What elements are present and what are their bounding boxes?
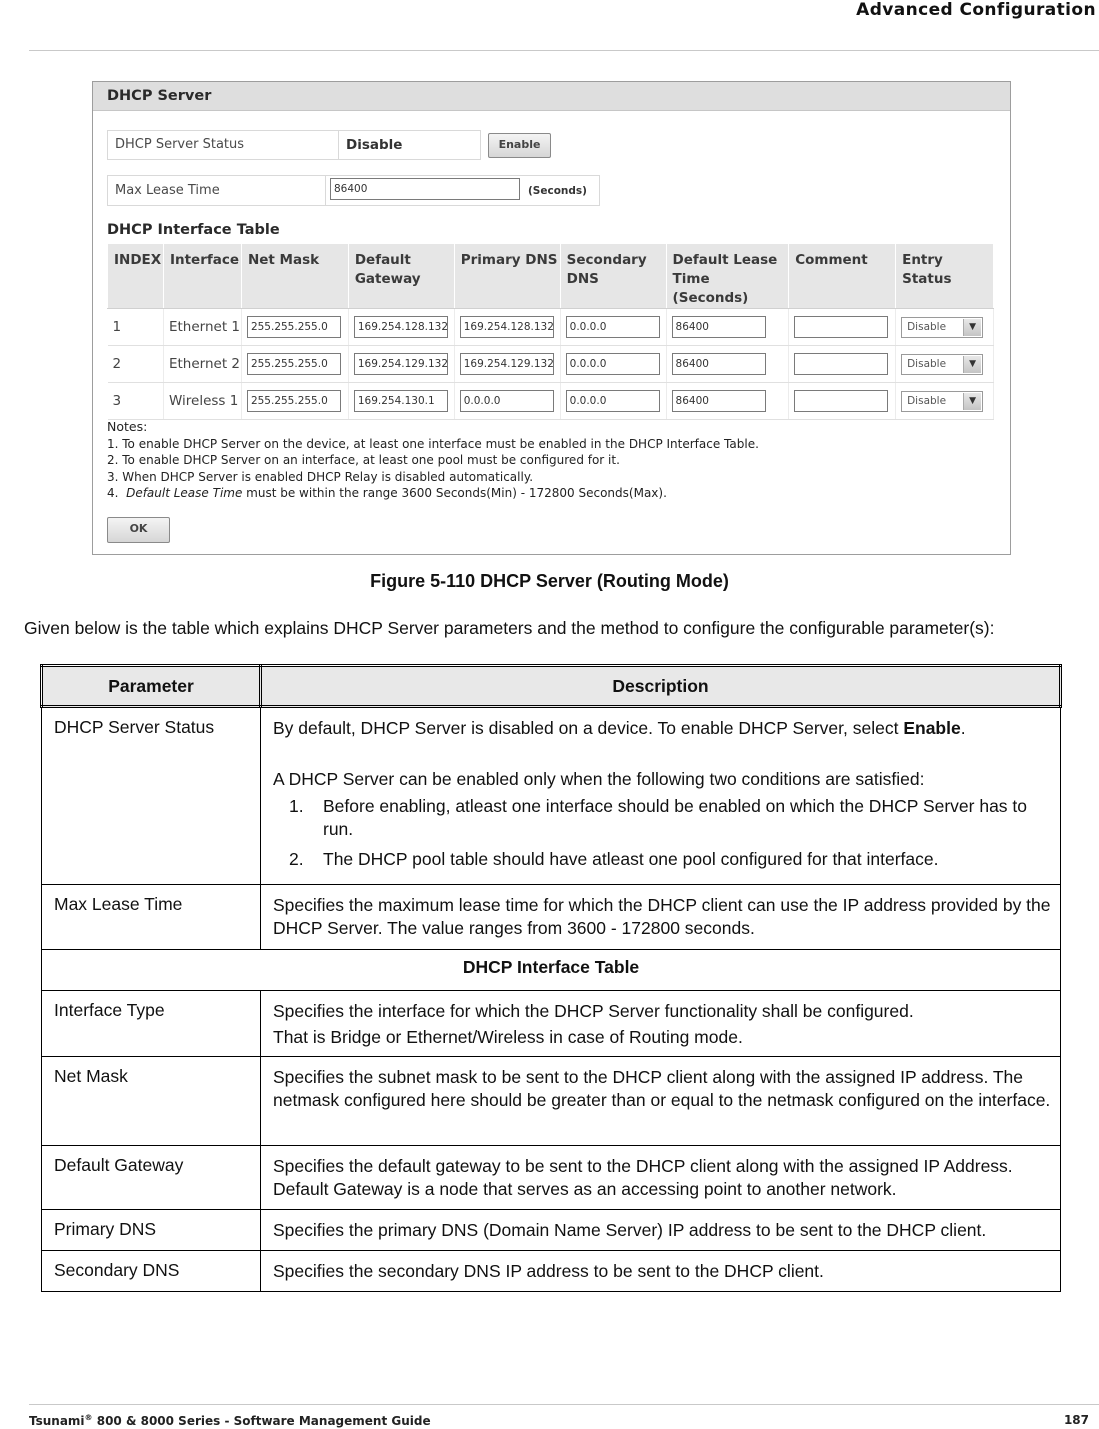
footer-title: [29, 1413, 431, 1428]
col-lease-time: Default Lease Time (Seconds): [666, 244, 789, 309]
param-name: Max Lease Time: [42, 885, 261, 950]
intro-text: Given below is the table which explains DHCP Server parameters and the method to configure the configurable parameter(s):: [24, 618, 995, 638]
notes: [107, 419, 759, 502]
desc-text: That is Bridge or Ethernet/Wireless in case of Routing mode.: [273, 1027, 743, 1047]
primary-dns-input[interactable]: 169.254.129.132: [460, 353, 554, 375]
lease-time-input[interactable]: 86400: [672, 353, 766, 375]
param-description: Specifies the secondary DNS IP address to be sent to the DHCP client.: [261, 1251, 1061, 1292]
footer-guide-name: 800 & 8000 Series - Software Management Guide: [92, 1414, 431, 1428]
chevron-down-icon: ▼: [963, 319, 981, 336]
param-name: Secondary DNS: [42, 1251, 261, 1292]
note-2: 2. To enable DHCP Server on an interface, at least one pool must be configured for it.: [107, 453, 620, 467]
param-name: Default Gateway: [42, 1146, 261, 1210]
conditions-list: [273, 795, 1052, 871]
page-number: 187: [1063, 1413, 1089, 1427]
entry-status-value: Disable: [907, 394, 947, 407]
col-net-mask: Net Mask: [241, 244, 348, 309]
desc-text: .: [960, 718, 966, 738]
desc-text: A DHCP Server can be enabled only when the following two conditions are satisfied:: [273, 769, 925, 789]
primary-dns-input[interactable]: 169.254.128.132: [460, 316, 554, 338]
ok-button[interactable]: OK: [107, 517, 170, 543]
note-3: 3. When DHCP Server is enabled DHCP Relay is disabled automatically.: [107, 469, 534, 484]
note-4-rest: must be within the range 3600 Seconds(Min) - 172800 Seconds(Max).: [242, 486, 667, 500]
net-mask-input[interactable]: 255.255.255.0: [247, 353, 341, 375]
row-index: 3: [108, 383, 164, 420]
list-item: [273, 848, 1052, 871]
row-interface: Ethernet 1: [163, 309, 241, 346]
gateway-input[interactable]: 169.254.128.132: [354, 316, 448, 338]
table-row: [42, 1146, 1061, 1210]
status-divider: [338, 130, 339, 160]
param-name: Primary DNS: [42, 1210, 261, 1251]
gateway-input[interactable]: 169.254.129.132: [354, 353, 448, 375]
gateway-input[interactable]: 169.254.130.1: [354, 390, 448, 412]
col-default-gateway: Default Gateway: [348, 244, 454, 309]
server-status-row: [107, 130, 481, 160]
header-title: Advanced Configuration: [856, 0, 1096, 20]
secondary-dns-input[interactable]: 0.0.0.0: [566, 353, 660, 375]
entry-status-select[interactable]: [901, 354, 983, 375]
net-mask-input[interactable]: 255.255.255.0: [247, 316, 341, 338]
col-interface: Interface: [163, 244, 241, 309]
list-num: 1.: [289, 796, 304, 816]
parameter-table-header: [42, 666, 1061, 707]
param-description: [261, 991, 1061, 1057]
entry-status-value: Disable: [907, 320, 947, 333]
section-title: DHCP Interface Table: [42, 950, 1061, 991]
table-row: [108, 309, 994, 346]
note-1: 1. To enable DHCP Server on the device, at least one interface must be enabled in the DHCP Interface Table.: [107, 436, 759, 451]
param-description: Specifies the subnet mask to be sent to the DHCP client along with the assigned IP address. The netmask configured here should be greater than or equal to the netmask configured on the interface.: [261, 1057, 1061, 1146]
notes-title: Notes:: [107, 419, 148, 434]
footer-brand: Tsunami: [29, 1414, 85, 1428]
list-num: 2.: [289, 849, 304, 869]
secondary-dns-input[interactable]: 0.0.0.0: [566, 390, 660, 412]
head-description: Description: [261, 666, 1061, 707]
note-4: [107, 485, 759, 502]
comment-input[interactable]: [794, 390, 888, 412]
net-mask-input[interactable]: 255.255.255.0: [247, 390, 341, 412]
note-4-prefix: 4.: [107, 486, 127, 500]
col-primary-dns: Primary DNS: [454, 244, 560, 309]
entry-status-select[interactable]: [901, 391, 983, 412]
desc-bold: Enable: [903, 718, 961, 738]
table-row: [42, 707, 1061, 885]
lease-time-input[interactable]: 86400: [672, 390, 766, 412]
table-row: [42, 991, 1061, 1057]
row-interface: Wireless 1: [163, 383, 241, 420]
server-status-label: DHCP Server Status: [115, 137, 245, 152]
comment-input[interactable]: [794, 353, 888, 375]
max-lease-unit: (Seconds): [528, 185, 587, 197]
server-status-value: Disable: [346, 137, 403, 153]
list-item: [273, 795, 1052, 841]
row-index: 1: [108, 309, 164, 346]
param-description: Specifies the primary DNS (Domain Name Server) IP address to be sent to the DHCP client.: [261, 1210, 1061, 1251]
param-description: Specifies the maximum lease time for which the DHCP client can use the IP address provided by the DHCP Server. The value ranges from 3600 - 172800 seconds.: [261, 885, 1061, 950]
chevron-down-icon: ▼: [963, 356, 981, 373]
table-row: [108, 383, 994, 420]
head-parameter: Parameter: [42, 666, 261, 707]
table-row: [42, 1210, 1061, 1251]
list-text: The DHCP pool table should have atleast one pool configured for that interface.: [323, 849, 939, 869]
secondary-dns-input[interactable]: 0.0.0.0: [566, 316, 660, 338]
comment-input[interactable]: [794, 316, 888, 338]
col-comment: Comment: [789, 244, 896, 309]
param-name: DHCP Server Status: [42, 707, 261, 885]
col-index: INDEX: [108, 244, 164, 309]
max-lease-input[interactable]: 86400: [330, 178, 520, 200]
lease-divider: [325, 175, 326, 206]
entry-status-value: Disable: [907, 357, 947, 370]
note-4-italic: Default Lease Time: [126, 486, 243, 500]
table-row: [108, 346, 994, 383]
interface-table: [107, 243, 994, 420]
row-interface: Ethernet 2: [163, 346, 241, 383]
interface-table-title: DHCP Interface Table: [107, 222, 280, 238]
param-name: Net Mask: [42, 1057, 261, 1146]
enable-button[interactable]: Enable: [488, 133, 551, 158]
desc-text: Specifies the interface for which the DHCP Server functionality shall be configured.: [273, 1001, 914, 1021]
desc-text: By default, DHCP Server is disabled on a device. To enable DHCP Server, select: [273, 718, 904, 738]
header-divider: [29, 50, 1099, 51]
chevron-down-icon: ▼: [963, 393, 981, 410]
registered-mark: ®: [84, 1413, 93, 1422]
panel-title: DHCP Server: [93, 82, 1010, 111]
table-row: [42, 1057, 1061, 1146]
interface-table-header: [108, 244, 994, 309]
primary-dns-input[interactable]: 0.0.0.0: [460, 390, 554, 412]
dhcp-server-panel: [92, 81, 1011, 555]
parameter-table: [40, 664, 1062, 1292]
entry-status-select[interactable]: [901, 317, 983, 338]
list-text: Before enabling, atleast one interface should be enabled on which the DHCP Server has to run.: [323, 796, 1028, 839]
row-index: 2: [108, 346, 164, 383]
param-description: [261, 707, 1061, 885]
section-row: [42, 950, 1061, 991]
table-row: [42, 885, 1061, 950]
figure-caption: Figure 5-110 DHCP Server (Routing Mode): [370, 571, 729, 591]
param-description: Specifies the default gateway to be sent to the DHCP client along with the assigned IP Address. Default Gateway is a node that serves as an accessing point to another network.: [261, 1146, 1061, 1210]
max-lease-label: Max Lease Time: [115, 183, 220, 198]
footer-divider: [29, 1404, 1099, 1405]
col-entry-status: Entry Status: [896, 244, 994, 309]
col-secondary-dns: Secondary DNS: [560, 244, 666, 309]
table-row: [42, 1251, 1061, 1292]
param-name: Interface Type: [42, 991, 261, 1057]
lease-time-input[interactable]: 86400: [672, 316, 766, 338]
